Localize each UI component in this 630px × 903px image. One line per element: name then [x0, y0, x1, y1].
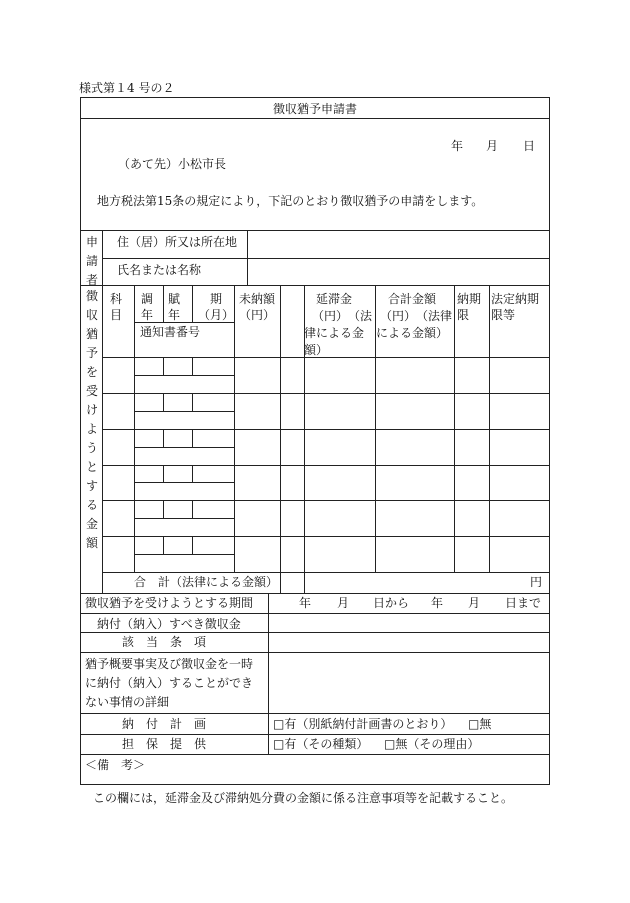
payable-field[interactable] — [269, 614, 549, 631]
period-end-year[interactable]: 年 — [431, 596, 444, 610]
period-end-month[interactable]: 月 — [468, 596, 481, 610]
date-day[interactable]: 日 — [523, 139, 536, 153]
footnote: この欄には，延滞金及び滞納処分費の金額に係る注意事項等を記載すること。 — [93, 791, 514, 805]
intro-text: 地方税法第15条の規定により，下記のとおり徴収猶予の申請をします。 — [97, 194, 484, 208]
remarks-label: ＜備 考＞ — [85, 758, 146, 772]
remarks-field[interactable] — [81, 755, 549, 784]
collateral-yes-checkbox[interactable]: □有（その種類） — [273, 737, 369, 751]
addressee: （あて先）小松市長 — [118, 157, 227, 171]
plan-no-checkbox[interactable]: □無 — [468, 717, 492, 731]
amount-row[interactable] — [103, 430, 549, 465]
applicant-label: 申 請 者 — [85, 235, 98, 287]
clause-field[interactable] — [269, 633, 549, 651]
amount-section-label: 徴 収 猶 予 を 受 け よ う と す る 金 額 — [85, 289, 98, 550]
header-delinquency: 延滞金 （円） （法 律による金 額） — [304, 292, 373, 357]
header-due: 納期 限 — [457, 292, 482, 322]
header-tax-year: 調 年 — [141, 292, 154, 322]
form-title: 徴収猶予申請書 — [272, 102, 357, 116]
header-total: 合計金額 （円） （法律 による金額） — [376, 292, 453, 340]
name-label: 氏名または名称 — [117, 263, 202, 277]
collateral-label: 担 保 提 供 — [122, 737, 207, 751]
period-label: 徴収猶予を受けようとする期間 — [85, 596, 254, 610]
amount-row[interactable] — [103, 466, 549, 500]
address-field[interactable] — [248, 231, 549, 257]
amount-row[interactable] — [103, 537, 549, 572]
header-legal-due: 法定納期 限等 — [491, 292, 540, 322]
plan-label: 納 付 計 画 — [122, 717, 207, 731]
payable-label: 納付（納入）すべき徴収金 — [97, 617, 241, 631]
header-unpaid: 未納額 （円） — [238, 292, 275, 322]
clause-label: 該 当 条 項 — [122, 635, 207, 649]
form-number: 様式第１4 号の２ — [79, 81, 175, 95]
amount-row[interactable] — [103, 394, 549, 429]
reason-label: 猶予概要事実及び徴収金を一時 に納付（納入）することができ ない事情の詳細 — [85, 657, 254, 709]
header-subject: 科 目 — [110, 292, 123, 322]
reason-field[interactable] — [269, 653, 549, 712]
total-unit: 円 — [530, 575, 543, 589]
period-start-day[interactable]: 日から — [373, 596, 410, 610]
plan-yes-checkbox[interactable]: □有（別紙納付計画書のとおり） — [273, 717, 453, 731]
date-month[interactable]: 月 — [486, 139, 499, 153]
header-notice-number: 通知書番号 — [140, 325, 201, 339]
header-levy-year: 賦 年 — [168, 292, 181, 322]
period-start-month[interactable]: 月 — [337, 596, 350, 610]
amount-row[interactable] — [103, 358, 549, 393]
date-year[interactable]: 年 — [451, 139, 464, 153]
amount-row[interactable] — [103, 501, 549, 536]
name-field[interactable] — [248, 259, 549, 284]
address-label: 住（居）所又は所在地 — [117, 235, 238, 249]
period-end-day[interactable]: 日まで — [505, 596, 542, 610]
total-label: 合 計（法律による金額） — [134, 575, 279, 589]
period-start-year[interactable]: 年 — [299, 596, 312, 610]
total-amount-field[interactable] — [305, 573, 525, 592]
header-period: 期 （月） — [197, 292, 234, 322]
collateral-no-checkbox[interactable]: □無（その理由） — [384, 737, 480, 751]
